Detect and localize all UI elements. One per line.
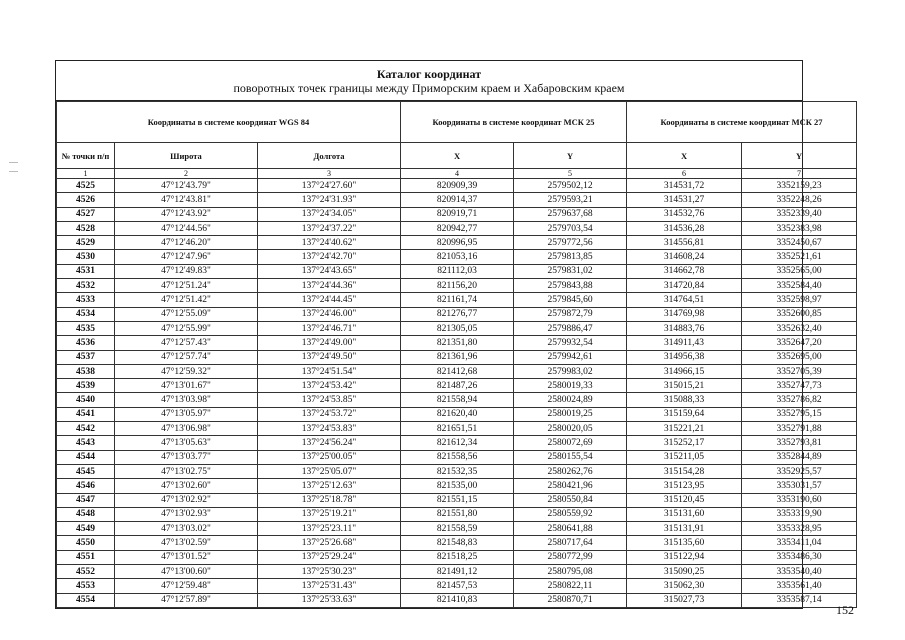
msk27-x-cell: 314883,76 [627,321,742,335]
longitude-cell: 137°24'53.85" [258,393,401,407]
longitude-cell: 137°24'44.45" [258,293,401,307]
msk27-y-cell: 3352793,81 [742,436,857,450]
point-number-cell: 4549 [57,522,115,536]
msk27-x-cell: 314720,84 [627,279,742,293]
msk25-y-cell: 2580795,08 [514,565,627,579]
msk25-y-cell: 2579703,54 [514,221,627,235]
longitude-cell: 137°24'43.65" [258,264,401,278]
table-row [57,422,857,436]
msk25-x-cell: 821612,34 [401,436,514,450]
msk27-y-cell: 3353319,90 [742,507,857,521]
msk25-x-cell: 821487,26 [401,379,514,393]
table-row [57,179,857,193]
msk27-x-cell: 315211,05 [627,450,742,464]
table-row [57,321,857,335]
column-header-point: № точки п/п [57,143,115,169]
msk25-y-cell: 2580772,99 [514,550,627,564]
latitude-cell: 47°13'02.59" [115,536,258,550]
point-number-cell: 4542 [57,422,115,436]
latitude-cell: 47°12'43.79" [115,179,258,193]
msk27-y-cell: 3352925,57 [742,464,857,478]
point-number-cell: 4528 [57,221,115,235]
longitude-cell: 137°24'40.62" [258,236,401,250]
msk25-x-cell: 821412,68 [401,364,514,378]
point-number-cell: 4532 [57,279,115,293]
msk27-x-cell: 315122,94 [627,550,742,564]
msk25-x-cell: 820942,77 [401,221,514,235]
latitude-cell: 47°12'55.09" [115,307,258,321]
point-number-cell: 4535 [57,321,115,335]
msk25-x-cell: 821558,59 [401,522,514,536]
group-header-row [57,102,857,143]
msk27-y-cell: 3352695,00 [742,350,857,364]
msk25-x-cell: 821161,74 [401,293,514,307]
msk27-x-cell: 315159,64 [627,407,742,421]
table-row [57,293,857,307]
msk25-y-cell: 2580024,89 [514,393,627,407]
table-row [57,393,857,407]
msk25-y-cell: 2579772,56 [514,236,627,250]
longitude-cell: 137°25'12.63" [258,479,401,493]
latitude-cell: 47°13'02.93" [115,507,258,521]
longitude-cell: 137°25'33.63" [258,593,401,607]
msk25-y-cell: 2579843,88 [514,279,627,293]
msk27-x-cell: 314956,38 [627,350,742,364]
table-row [57,236,857,250]
latitude-cell: 47°13'02.75" [115,464,258,478]
msk25-x-cell: 821351,80 [401,336,514,350]
msk25-y-cell: 2580155,54 [514,450,627,464]
longitude-cell: 137°25'31.43" [258,579,401,593]
column-header-x: X [401,143,514,169]
msk27-y-cell: 3352339,40 [742,207,857,221]
column-number: 7 [742,169,857,179]
page-subtitle: поворотных точек границы между Приморским краем и Хабаровским краем [233,81,625,95]
msk27-x-cell: 314531,27 [627,193,742,207]
longitude-cell: 137°25'05.07" [258,464,401,478]
msk25-x-cell: 821410,83 [401,593,514,607]
msk27-y-cell: 3353561,40 [742,579,857,593]
latitude-cell: 47°12'47.96" [115,250,258,264]
msk25-x-cell: 821491,12 [401,565,514,579]
latitude-cell: 47°12'59.32" [115,364,258,378]
msk25-y-cell: 2580421,96 [514,479,627,493]
msk27-y-cell: 3352521,61 [742,250,857,264]
point-number-cell: 4534 [57,307,115,321]
column-header-y: Y [742,143,857,169]
msk27-x-cell: 315015,21 [627,379,742,393]
latitude-cell: 47°12'46.20" [115,236,258,250]
msk25-y-cell: 2580559,92 [514,507,627,521]
msk25-y-cell: 2579813,85 [514,250,627,264]
table-row [57,579,857,593]
point-number-cell: 4551 [57,550,115,564]
point-number-cell: 4550 [57,536,115,550]
longitude-cell: 137°25'19.21" [258,507,401,521]
table-row [57,379,857,393]
msk27-x-cell: 315252,17 [627,436,742,450]
latitude-cell: 47°12'57.74" [115,350,258,364]
table-row [57,493,857,507]
table-row [57,536,857,550]
longitude-cell: 137°25'18.78" [258,493,401,507]
table-row [57,407,857,421]
msk27-y-cell: 3352248,26 [742,193,857,207]
latitude-cell: 47°13'02.92" [115,493,258,507]
msk25-y-cell: 2579886,47 [514,321,627,335]
msk25-x-cell: 821361,96 [401,350,514,364]
longitude-cell: 137°24'51.54" [258,364,401,378]
msk27-x-cell: 314966,15 [627,364,742,378]
table-row [57,450,857,464]
longitude-cell: 137°25'26.68" [258,536,401,550]
msk27-y-cell: 3352786,82 [742,393,857,407]
group-header-msk27: Координаты в системе координат МСК 27 [627,102,857,143]
msk25-x-cell: 820919,71 [401,207,514,221]
msk27-x-cell: 315090,25 [627,565,742,579]
point-number-cell: 4527 [57,207,115,221]
column-header-longitude: Долгота [258,143,401,169]
coordinate-catalog-sheet [55,60,823,609]
msk27-y-cell: 3353411,04 [742,536,857,550]
msk25-y-cell: 2579502,12 [514,179,627,193]
msk27-x-cell: 315123,95 [627,479,742,493]
msk27-y-cell: 3352795,15 [742,407,857,421]
point-number-cell: 4529 [57,236,115,250]
msk27-y-cell: 3353486,30 [742,550,857,564]
column-header-latitude: Широта [115,143,258,169]
msk27-y-cell: 3352584,40 [742,279,857,293]
msk27-y-cell: 3352791,88 [742,422,857,436]
longitude-cell: 137°24'44.36" [258,279,401,293]
msk27-y-cell: 3352598,97 [742,293,857,307]
column-number: 2 [115,169,258,179]
group-header-msk25: Координаты в системе координат МСК 25 [401,102,627,143]
table-row [57,279,857,293]
msk27-y-cell: 3352705,39 [742,364,857,378]
column-header-x: X [627,143,742,169]
msk27-y-cell: 3352632,40 [742,321,857,335]
latitude-cell: 47°13'05.63" [115,436,258,450]
table-row [57,307,857,321]
msk27-x-cell: 315131,91 [627,522,742,536]
point-number-cell: 4530 [57,250,115,264]
longitude-cell: 137°24'53.72" [258,407,401,421]
latitude-cell: 47°12'59.48" [115,579,258,593]
longitude-cell: 137°24'49.50" [258,350,401,364]
msk27-y-cell: 3353190,60 [742,493,857,507]
table-row [57,550,857,564]
column-header-row [57,143,857,169]
msk25-y-cell: 2580550,84 [514,493,627,507]
margin-mark [9,171,18,172]
point-number-cell: 4525 [57,179,115,193]
title-block [56,61,802,101]
point-number-cell: 4554 [57,593,115,607]
msk25-y-cell: 2579637,68 [514,207,627,221]
column-header-y: Y [514,143,627,169]
msk25-y-cell: 2580870,71 [514,593,627,607]
msk27-y-cell: 3352450,67 [742,236,857,250]
msk25-x-cell: 821548,83 [401,536,514,550]
msk25-y-cell: 2579872,79 [514,307,627,321]
msk27-y-cell: 3352844,89 [742,450,857,464]
msk27-x-cell: 315154,28 [627,464,742,478]
msk25-x-cell: 821457,53 [401,579,514,593]
column-number: 5 [514,169,627,179]
msk27-y-cell: 3353540,40 [742,565,857,579]
msk25-y-cell: 2579932,54 [514,336,627,350]
msk25-x-cell: 821620,40 [401,407,514,421]
table-row [57,264,857,278]
msk25-x-cell: 821551,15 [401,493,514,507]
msk25-y-cell: 2580020,05 [514,422,627,436]
msk25-y-cell: 2579831,02 [514,264,627,278]
msk25-x-cell: 821276,77 [401,307,514,321]
msk25-y-cell: 2580822,11 [514,579,627,593]
column-number-row [57,169,857,179]
table-row [57,479,857,493]
msk27-x-cell: 314662,78 [627,264,742,278]
msk25-x-cell: 821156,20 [401,279,514,293]
longitude-cell: 137°24'42.70" [258,250,401,264]
latitude-cell: 47°13'02.60" [115,479,258,493]
msk25-x-cell: 820909,39 [401,179,514,193]
point-number-cell: 4552 [57,565,115,579]
point-number-cell: 4538 [57,364,115,378]
latitude-cell: 47°12'49.83" [115,264,258,278]
msk27-x-cell: 314764,51 [627,293,742,307]
msk25-y-cell: 2580019,25 [514,407,627,421]
page-title: Каталог координат [376,67,482,81]
msk25-x-cell: 821551,80 [401,507,514,521]
msk27-x-cell: 314608,24 [627,250,742,264]
msk25-x-cell: 821651,51 [401,422,514,436]
table-row [57,565,857,579]
msk27-y-cell: 3353587,14 [742,593,857,607]
point-number-cell: 4543 [57,436,115,450]
msk25-x-cell: 820914,37 [401,193,514,207]
longitude-cell: 137°24'46.00" [258,307,401,321]
latitude-cell: 47°12'55.99" [115,321,258,335]
msk27-y-cell: 3353031,57 [742,479,857,493]
longitude-cell: 137°24'31.93" [258,193,401,207]
table-row [57,207,857,221]
table-row [57,507,857,521]
msk27-x-cell: 315135,60 [627,536,742,550]
page-number: 152 [836,603,854,617]
margin-mark [9,162,18,163]
latitude-cell: 47°13'03.77" [115,450,258,464]
msk27-x-cell: 315120,45 [627,493,742,507]
latitude-cell: 47°12'57.89" [115,593,258,607]
table-row [57,336,857,350]
table-row [57,193,857,207]
point-number-cell: 4548 [57,507,115,521]
latitude-cell: 47°12'51.42" [115,293,258,307]
column-number: 4 [401,169,514,179]
column-number: 3 [258,169,401,179]
point-number-cell: 4536 [57,336,115,350]
point-number-cell: 4526 [57,193,115,207]
latitude-cell: 47°13'03.02" [115,522,258,536]
point-number-cell: 4541 [57,407,115,421]
msk27-y-cell: 3352383,98 [742,221,857,235]
msk25-x-cell: 820996,95 [401,236,514,250]
msk27-x-cell: 315088,33 [627,393,742,407]
point-number-cell: 4547 [57,493,115,507]
msk25-y-cell: 2579942,61 [514,350,627,364]
msk27-y-cell: 3353328,95 [742,522,857,536]
msk25-x-cell: 821558,56 [401,450,514,464]
latitude-cell: 47°12'43.92" [115,207,258,221]
table-row [57,522,857,536]
point-number-cell: 4553 [57,579,115,593]
msk27-x-cell: 315131,60 [627,507,742,521]
table-row [57,436,857,450]
msk25-y-cell: 2580717,64 [514,536,627,550]
latitude-cell: 47°13'05.97" [115,407,258,421]
msk27-x-cell: 314536,28 [627,221,742,235]
msk25-x-cell: 821535,00 [401,479,514,493]
msk27-x-cell: 314531,72 [627,179,742,193]
msk25-x-cell: 821112,03 [401,264,514,278]
point-number-cell: 4544 [57,450,115,464]
msk27-x-cell: 314532,76 [627,207,742,221]
msk27-y-cell: 3352565,00 [742,264,857,278]
coordinates-table [56,101,857,608]
longitude-cell: 137°24'27.60" [258,179,401,193]
point-number-cell: 4537 [57,350,115,364]
msk27-x-cell: 314911,43 [627,336,742,350]
msk27-x-cell: 314769,98 [627,307,742,321]
latitude-cell: 47°13'01.67" [115,379,258,393]
msk27-x-cell: 315062,30 [627,579,742,593]
latitude-cell: 47°13'03.98" [115,393,258,407]
latitude-cell: 47°12'57.43" [115,336,258,350]
table-row [57,221,857,235]
msk25-y-cell: 2579593,21 [514,193,627,207]
table-row [57,464,857,478]
longitude-cell: 137°24'53.83" [258,422,401,436]
point-number-cell: 4533 [57,293,115,307]
group-header-wgs84: Координаты в системе координат WGS 84 [57,102,401,143]
msk25-y-cell: 2580641,88 [514,522,627,536]
longitude-cell: 137°24'37.22" [258,221,401,235]
longitude-cell: 137°25'29.24" [258,550,401,564]
point-number-cell: 4545 [57,464,115,478]
point-number-cell: 4531 [57,264,115,278]
latitude-cell: 47°12'51.24" [115,279,258,293]
longitude-cell: 137°24'46.71" [258,321,401,335]
longitude-cell: 137°24'56.24" [258,436,401,450]
latitude-cell: 47°12'43.81" [115,193,258,207]
table-row [57,250,857,264]
msk25-y-cell: 2580019,33 [514,379,627,393]
msk25-y-cell: 2580072,69 [514,436,627,450]
latitude-cell: 47°13'00.60" [115,565,258,579]
latitude-cell: 47°13'01.52" [115,550,258,564]
msk25-y-cell: 2579845,60 [514,293,627,307]
table-row [57,364,857,378]
column-number: 1 [57,169,115,179]
msk25-x-cell: 821053,16 [401,250,514,264]
msk27-y-cell: 3352647,20 [742,336,857,350]
msk27-x-cell: 315027,73 [627,593,742,607]
longitude-cell: 137°24'53.42" [258,379,401,393]
msk25-x-cell: 821558,94 [401,393,514,407]
msk27-y-cell: 3352600,85 [742,307,857,321]
table-row [57,350,857,364]
msk27-x-cell: 314556,81 [627,236,742,250]
msk25-x-cell: 821532,35 [401,464,514,478]
point-number-cell: 4539 [57,379,115,393]
longitude-cell: 137°24'34.05" [258,207,401,221]
longitude-cell: 137°24'49.00" [258,336,401,350]
latitude-cell: 47°13'06.98" [115,422,258,436]
longitude-cell: 137°25'23.11" [258,522,401,536]
msk27-y-cell: 3352159,23 [742,179,857,193]
msk27-y-cell: 3352747,73 [742,379,857,393]
msk25-y-cell: 2579983,02 [514,364,627,378]
point-number-cell: 4546 [57,479,115,493]
msk27-x-cell: 315221,21 [627,422,742,436]
msk25-x-cell: 821518,25 [401,550,514,564]
column-number: 6 [627,169,742,179]
table-row [57,593,857,607]
longitude-cell: 137°25'30.23" [258,565,401,579]
latitude-cell: 47°12'44.56" [115,221,258,235]
point-number-cell: 4540 [57,393,115,407]
msk25-y-cell: 2580262,76 [514,464,627,478]
msk25-x-cell: 821305,05 [401,321,514,335]
longitude-cell: 137°25'00.05" [258,450,401,464]
